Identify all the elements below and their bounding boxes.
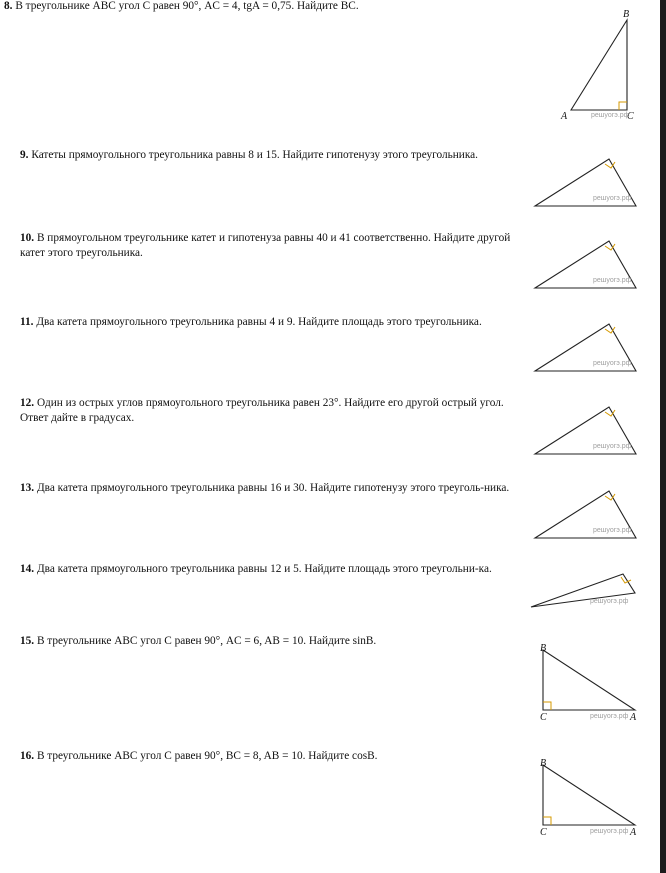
- label-c: C: [627, 111, 634, 122]
- watermark: решуогэ.рф: [590, 828, 629, 835]
- problem-text: В треугольнике ABC угол C равен 90°, AC = 4, tgA = 0,75. Найдите BC.: [15, 0, 359, 12]
- label-b: B: [540, 643, 547, 654]
- problem-14: [0, 562, 528, 577]
- problem-16: [0, 749, 548, 764]
- problem-number: 16.: [20, 750, 35, 762]
- problem-13: [0, 481, 528, 496]
- figure-13: [531, 482, 646, 542]
- watermark: решуогэ.рф: [591, 112, 630, 119]
- right-angle-mark: [543, 817, 551, 825]
- problem-8: [4, 0, 532, 14]
- figure-12: [531, 398, 646, 458]
- label-c: C: [540, 712, 547, 723]
- triangle: [571, 20, 627, 110]
- problem-number: 8.: [4, 0, 13, 12]
- label-a: A: [630, 712, 637, 723]
- problem-number: 9.: [20, 149, 29, 161]
- watermark: решуогэ.рф: [593, 195, 632, 202]
- figure-8: [555, 5, 645, 125]
- figure-11: [531, 315, 646, 375]
- problem-number: 10.: [20, 232, 35, 244]
- problem-text: В треугольнике ABC угол C равен 90°, BC = 8, AB = 10. Найдите cosB.: [36, 750, 378, 762]
- problem-12: [0, 396, 528, 426]
- problem-15: [0, 634, 548, 649]
- right-angle-mark: [543, 702, 551, 710]
- figure-16: [535, 755, 645, 840]
- figure-9: [531, 150, 646, 210]
- figure-10: [531, 232, 646, 292]
- problem-text: В треугольнике ABC угол C равен 90°, AC = 6, AB = 10. Найдите sinB.: [36, 635, 377, 647]
- problem-10: [0, 231, 528, 261]
- page-edge-shadow: [660, 0, 666, 873]
- label-a: A: [630, 827, 637, 838]
- label-b: B: [623, 9, 630, 20]
- label-a: A: [561, 111, 568, 122]
- label-c: C: [540, 827, 547, 838]
- problem-text: Катеты прямоугольного треугольника равны 8 и 15. Найдите гипотенузу этого треугольника.: [31, 149, 478, 161]
- problem-number: 12.: [20, 397, 35, 409]
- triangle: [543, 650, 635, 710]
- problem-number: 11.: [20, 316, 34, 328]
- problem-text: В прямоугольном треугольнике катет и гипотенуза равны 40 и 41 соответственно. Найдите другой катет этого треугольника.: [20, 232, 511, 259]
- label-b: B: [540, 758, 547, 769]
- watermark: решуогэ.рф: [593, 277, 632, 284]
- triangle: [543, 765, 635, 825]
- figure-14: [528, 565, 648, 615]
- figure-15: [535, 640, 645, 725]
- problem-number: 14.: [20, 563, 35, 575]
- watermark: решуогэ.рф: [590, 598, 629, 605]
- problem-number: 13.: [20, 482, 35, 494]
- watermark: решуогэ.рф: [590, 713, 629, 720]
- problem-text: Два катета прямоугольного треугольника равны 12 и 5. Найдите площадь этого треугольни-ка.: [36, 563, 492, 575]
- watermark: решуогэ.рф: [593, 443, 632, 450]
- problem-number: 15.: [20, 635, 35, 647]
- problem-9: [0, 148, 548, 163]
- right-angle-mark: [619, 102, 627, 110]
- watermark: решуогэ.рф: [593, 360, 632, 367]
- problem-text: Два катета прямоугольного треугольника равны 16 и 30. Найдите гипотенузу этого треуголь-ника.: [36, 482, 510, 494]
- problem-text: Два катета прямоугольного треугольника равны 4 и 9. Найдите площадь этого треугольника.: [36, 316, 482, 328]
- problem-11: [0, 315, 548, 330]
- watermark: решуогэ.рф: [593, 527, 632, 534]
- problem-text: Один из острых углов прямоугольного треугольника равен 23°. Найдите его другой острый угол. Ответ дайте в градусах.: [20, 397, 504, 424]
